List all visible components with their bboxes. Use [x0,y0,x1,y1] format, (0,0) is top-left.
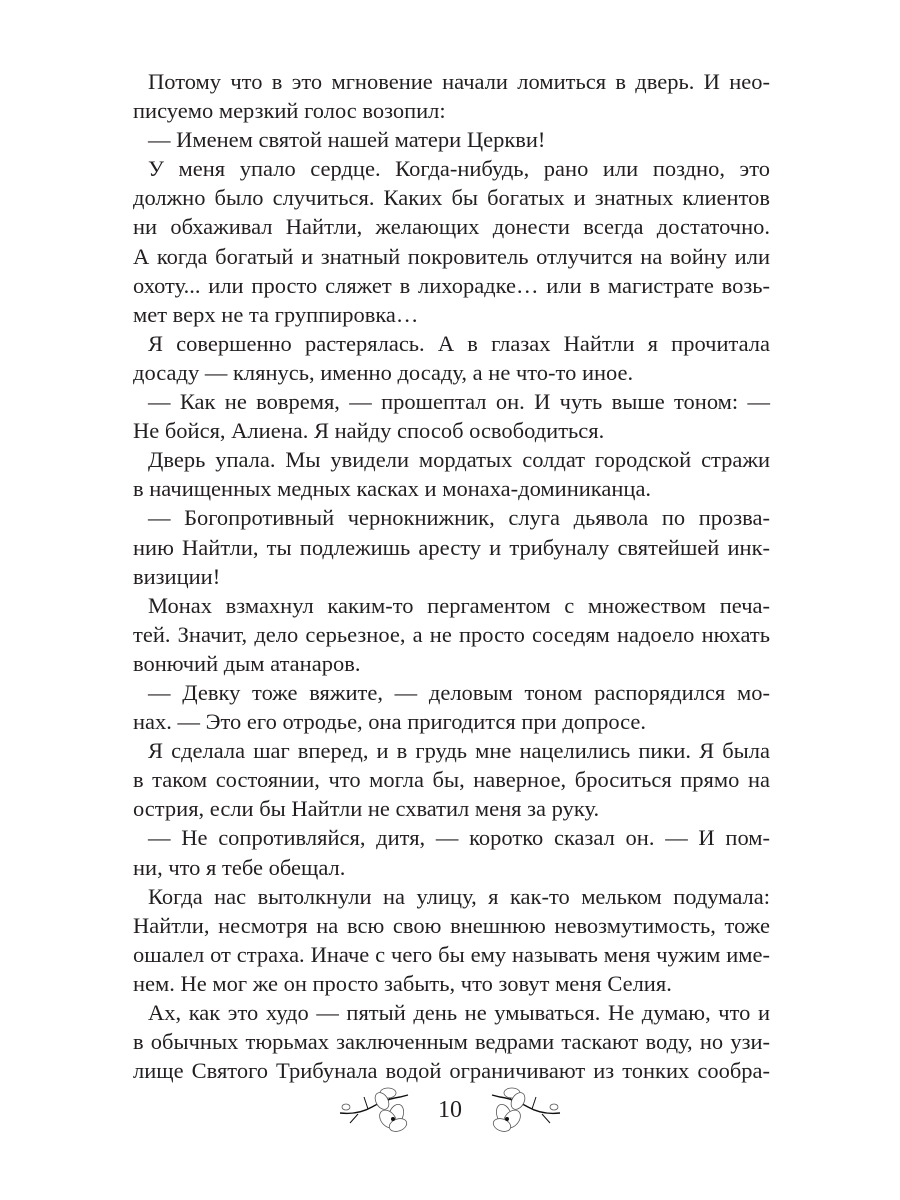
text-line: Потому что в это мгновение начали ломиться в дверь. И нео- [148,69,770,94]
text-line: — Как не вовремя, — прошептал он. И чуть выше тоном: — [148,389,770,415]
text-line: ни, что я тебе обещал. [133,854,346,880]
text-line: лище Святого Трибунала водой ограничивают из тонких сообра- [133,1058,770,1084]
paragraph [133,329,770,387]
text-line: писуемо мерзкий голос возопил: [133,98,446,124]
text-line: тей. Значит, дело серьезное, а не просто соседям надоело нюхать [133,621,770,647]
text-line: Я совершенно растерялась. А в глазах Найтли я прочитала [148,330,770,356]
text-line: мет верх не та группировка… [133,301,419,327]
text-line: — Девку тоже вяжите, — деловым тоном распорядился мо- [148,679,770,705]
text-line: досаду — клянусь, именно досаду, а не что-то иное. [133,359,634,385]
text-line: — Именем святой нашей матери Церкви! [148,127,546,153]
paragraph [133,998,770,1085]
text-line: ошалел от страха. Иначе с чего бы ему называть меня чужим име- [133,941,770,967]
text-line: У меня упало сердце. Когда-нибудь, рано или поздно, это [148,156,770,182]
paragraph [133,125,770,154]
text-line: Дверь упала. Мы увидели мордатых солдат городской стражи [148,447,770,473]
text-line: должно было случиться. Каких бы богатых и знатных клиентов [133,185,770,211]
text-line: Монах взмахнул каким-то пергаментом с множеством печа- [148,592,770,618]
text-line: ни обхаживал Найтли, желающих донести всегда достаточно. [133,214,770,240]
paragraph [133,678,770,736]
text-line: — Не сопротивляйся, дитя, — коротко сказал он. — И пом- [148,825,770,851]
paragraph [133,503,770,590]
magnolia-branch-right-icon [482,1085,562,1135]
text-line: Я сделала шаг вперед, и в грудь мне нацелились пики. Я была [148,738,770,764]
text-line: Найтли, несмотря на всю свою внешнюю невозмутимость, тоже [133,912,770,938]
paragraph [133,736,770,823]
paragraph [133,882,770,998]
page-footer [0,1085,900,1135]
book-page-text [133,67,770,1085]
paragraph [133,591,770,678]
magnolia-branch-left-icon [338,1085,418,1135]
text-line: Когда нас вытолкнули на улицу, я как-то мельком подумала: [148,883,770,909]
text-line: нию Найтли, ты подлежишь аресту и трибуналу святейшей инк- [133,534,770,560]
text-line: в начищенных медных касках и монаха-доминиканца. [133,476,652,502]
text-line: Не бойся, Алиена. Я найду способ освободиться. [133,418,605,444]
text-line: нем. Не мог же он просто забыть, что зовут меня Селия. [133,970,672,996]
paragraph [133,387,770,445]
paragraph [133,445,770,503]
text-line: А когда богатый и знатный покровитель отлучится на войну или [133,243,770,269]
text-line: нах. — Это его отродье, она пригодится при допросе. [133,709,646,735]
text-line: Ах, как это худо — пятый день не умываться. Не думаю, что и [148,1000,770,1025]
text-line: острия, если бы Найтли не схватил меня за руку. [133,796,600,822]
text-line: — Богопротивный чернокнижник, слуга дьявола по прозва- [148,505,770,531]
text-line: в обычных тюрьмах заключенным ведрами таскают воду, но узи- [133,1029,770,1055]
text-line: охоту... или просто сляжет в лихорадке… или в магистрате возь- [133,272,770,298]
paragraph [133,823,770,881]
text-line: в таком состоянии, что могла бы, наверное, броситься прямо на [133,767,770,793]
text-line: вонючий дым атанаров. [133,650,361,676]
page-number: 10 [438,1096,462,1123]
paragraph [133,67,770,125]
text-line: визиции! [133,563,221,589]
paragraph [133,154,770,329]
